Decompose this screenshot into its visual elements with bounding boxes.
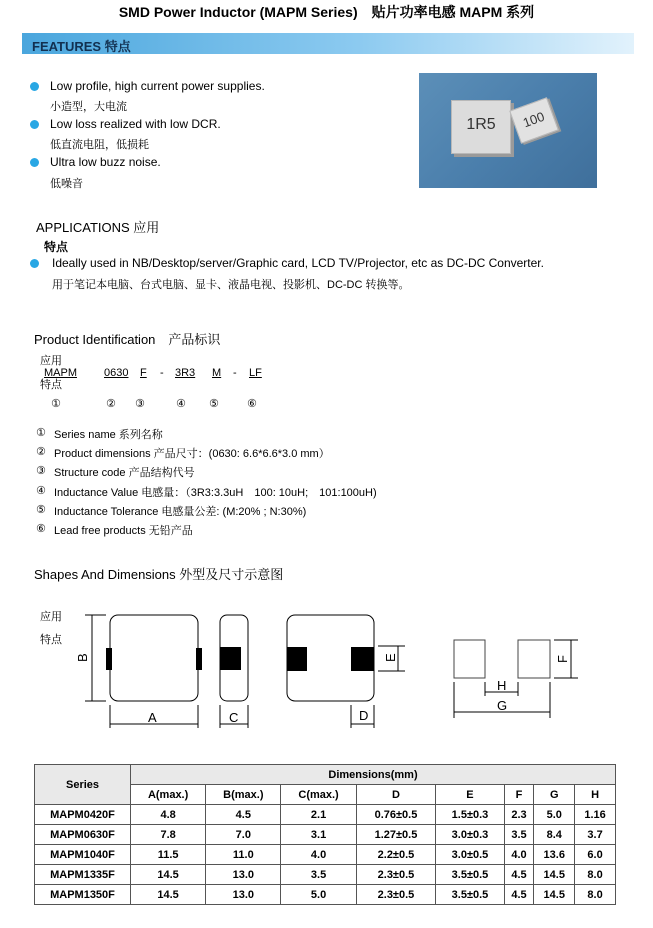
dimensions-table [34, 764, 616, 905]
table-cell: 8.4 [534, 825, 575, 845]
table-cell: 4.0 [504, 845, 534, 865]
legend-text: Product dimensions 产品尺寸：(0630: 6.6*6.6*3.0 mm） [54, 448, 330, 460]
table-cell: 4.5 [206, 805, 281, 825]
dim-label-f: F [555, 655, 570, 663]
column-header: E [436, 785, 504, 805]
column-header: H [575, 785, 616, 805]
table-cell: 7.8 [131, 825, 206, 845]
table-cell: 4.0 [281, 845, 356, 865]
land-pad-left [454, 640, 485, 678]
table-cell: 13.0 [206, 885, 281, 905]
code-tolerance: M [212, 367, 222, 379]
table-cell: 2.2±0.5 [356, 845, 436, 865]
marker-2: ② [106, 398, 116, 410]
legend-text: Inductance Tolerance 电感量公差: (M:20% ; N:30%) [54, 506, 307, 518]
column-header: F [504, 785, 534, 805]
terminal-mark [196, 648, 202, 670]
bullet-icon [30, 259, 39, 268]
table-cell: MAPM0420F [35, 805, 131, 825]
table-cell: 2.3±0.5 [356, 885, 436, 905]
terminal-mark [287, 647, 307, 671]
legend-num: ② [36, 446, 46, 458]
overlay-label: 特点 [40, 634, 62, 646]
overlay-label: 应用 [40, 355, 62, 367]
bullet-icon [30, 120, 39, 129]
dimensions-header: Dimensions(mm) [131, 765, 616, 785]
bullet-icon [30, 158, 39, 167]
page-title: SMD Power Inductor (MAPM Series) 贴片功率电感 MAPM 系列 [118, 4, 535, 20]
table-cell: 3.5 [281, 865, 356, 885]
marker-6: ⑥ [247, 398, 257, 410]
table-cell: 2.3 [504, 805, 534, 825]
terminal-mark [106, 648, 112, 670]
feature-1-en: Low profile, high current power supplies. [50, 79, 265, 93]
feature-3-en: Ultra low buzz noise. [50, 155, 161, 169]
column-header: D [356, 785, 436, 805]
features-heading: FEATURES 特点 [32, 39, 131, 54]
code-leadfree: LF [249, 367, 262, 379]
table-row [35, 885, 616, 905]
legend-text: Series name 系列名称 [54, 429, 163, 441]
table-cell: 11.0 [206, 845, 281, 865]
chip-marking-small: 100 [520, 108, 547, 131]
applications-subheading: 特点 [44, 240, 69, 254]
legend-num: ① [36, 427, 46, 439]
table-cell: 4.5 [504, 885, 534, 905]
table-row [35, 805, 616, 825]
feature-3-cn: 低噪音 [50, 178, 83, 190]
column-header: C(max.) [281, 785, 356, 805]
dim-label-d: D [359, 708, 369, 723]
table-cell: 7.0 [206, 825, 281, 845]
table-cell: 6.0 [575, 845, 616, 865]
table-cell: 1.27±0.5 [356, 825, 436, 845]
applications-heading: APPLICATIONS 应用 [36, 220, 160, 235]
applications-cn: 用于笔记本电脑、台式电脑、显卡、液晶电视、投影机、DC-DC 转换等。 [52, 279, 410, 291]
legend-text: Lead free products 无铅产品 [54, 525, 193, 537]
feature-2-cn: 低直流电阻，低损耗 [50, 139, 149, 151]
code-dimensions: 0630 [104, 367, 129, 379]
land-pad-right [518, 640, 550, 678]
terminal-mark [351, 647, 374, 671]
overlay-label: 应用 [40, 611, 62, 623]
dimension-drawing [0, 600, 653, 740]
table-cell: 14.5 [534, 885, 575, 905]
table-cell: 0.76±0.5 [356, 805, 436, 825]
product-id-heading: Product Identification 产品标识 [34, 332, 221, 347]
code-structure: F [140, 367, 147, 379]
table-cell: 13.0 [206, 865, 281, 885]
marker-3: ③ [135, 398, 145, 410]
legend-num: ③ [36, 465, 46, 477]
legend-text: Inductance Value 电感量：（3R3:3.3uH 100: 10uH; 101:100uH) [54, 487, 377, 499]
code-separator: - [160, 367, 164, 379]
table-cell: 5.0 [534, 805, 575, 825]
series-header: Series [35, 765, 131, 805]
feature-2-en: Low loss realized with low DCR. [50, 117, 221, 131]
table-cell: 1.5±0.3 [436, 805, 504, 825]
dim-label-a: A [148, 710, 157, 725]
bullet-icon [30, 82, 39, 91]
applications-en: Ideally used in NB/Desktop/server/Graphic card, LCD TV/Projector, etc as DC-DC Converter. [52, 256, 544, 270]
dim-label-c: C [229, 710, 239, 725]
terminal-mark [220, 647, 241, 670]
legend-num: ⑤ [36, 504, 46, 516]
table-cell: MAPM0630F [35, 825, 131, 845]
code-separator: - [233, 367, 237, 379]
dim-label-b: B [75, 653, 90, 662]
legend-num: ⑥ [36, 523, 46, 535]
feature-1-cn: 小造型，大电流 [50, 101, 127, 113]
marker-1: ① [51, 398, 61, 410]
table-cell: 8.0 [575, 865, 616, 885]
marker-5: ⑤ [209, 398, 219, 410]
table-cell: 3.5±0.5 [436, 865, 504, 885]
table-cell: 2.3±0.5 [356, 865, 436, 885]
table-cell: 14.5 [131, 865, 206, 885]
code-series: MAPM [44, 367, 77, 379]
legend-text: Structure code 产品结构代号 [54, 467, 195, 479]
table-cell: MAPM1040F [35, 845, 131, 865]
table-cell: 3.1 [281, 825, 356, 845]
dim-label-h: H [497, 678, 507, 693]
shapes-heading: Shapes And Dimensions 外型及尺寸示意图 [34, 567, 284, 582]
table-row [35, 845, 616, 865]
table-cell: 4.5 [504, 865, 534, 885]
table-cell: MAPM1335F [35, 865, 131, 885]
table-cell: 3.5±0.5 [436, 885, 504, 905]
dim-label-e: E [383, 653, 398, 662]
table-cell: 3.0±0.5 [436, 845, 504, 865]
table-cell: 3.5 [504, 825, 534, 845]
top-view-outline [110, 615, 198, 701]
table-cell: 11.5 [131, 845, 206, 865]
table-cell: 3.0±0.3 [436, 825, 504, 845]
column-header: A(max.) [131, 785, 206, 805]
table-cell: 13.6 [534, 845, 575, 865]
table-row [35, 865, 616, 885]
table-cell: 3.7 [575, 825, 616, 845]
inductor-large-image [451, 100, 511, 154]
table-cell: 14.5 [534, 865, 575, 885]
chip-marking-large: 1R5 [466, 116, 496, 133]
legend-num: ④ [36, 485, 46, 497]
dim-label-g: G [497, 698, 508, 713]
table-cell: 4.8 [131, 805, 206, 825]
table-cell: 2.1 [281, 805, 356, 825]
column-header: B(max.) [206, 785, 281, 805]
table-cell: 14.5 [131, 885, 206, 905]
table-row [35, 825, 616, 845]
table-cell: 5.0 [281, 885, 356, 905]
marker-4: ④ [176, 398, 186, 410]
code-inductance: 3R3 [175, 367, 196, 379]
table-cell: 1.16 [575, 805, 616, 825]
overlay-label: 特点 [40, 379, 62, 391]
table-cell: 8.0 [575, 885, 616, 905]
table-cell: MAPM1350F [35, 885, 131, 905]
column-header: G [534, 785, 575, 805]
